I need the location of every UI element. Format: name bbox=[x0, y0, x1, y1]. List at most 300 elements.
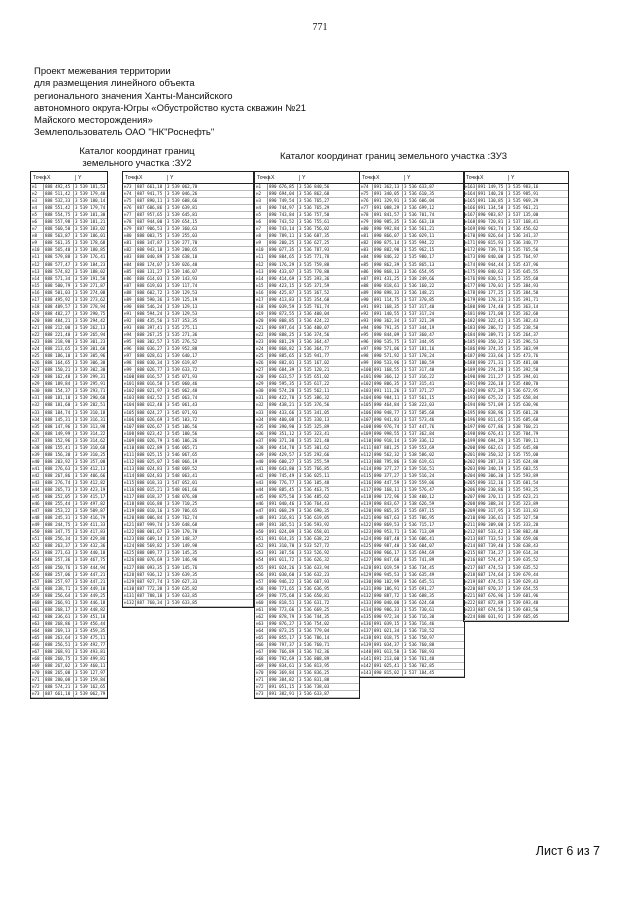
table-cell: н116 bbox=[361, 479, 372, 485]
table-row bbox=[464, 438, 568, 445]
table-cell: 3 539 181,53 bbox=[75, 184, 106, 189]
table-row bbox=[255, 332, 359, 339]
table-cell: 3 536 764,43 bbox=[299, 501, 330, 507]
table-cell: 888 025,07 bbox=[136, 459, 166, 465]
table-cell: н62 bbox=[255, 614, 268, 620]
table-cell: 887 739,40 bbox=[477, 543, 507, 549]
table-cell: 888 015,21 bbox=[136, 487, 166, 493]
table-cell: 888 511,42 bbox=[44, 191, 74, 197]
table-cell: 890 918,14 bbox=[373, 438, 403, 444]
table-cell: 888 495,92 bbox=[44, 297, 74, 303]
table-cell: н21 bbox=[255, 325, 268, 331]
table-cell: 891 025,41 bbox=[373, 663, 403, 669]
table-cell: 888 244,75 bbox=[44, 522, 74, 528]
table-cell: 890 039,59 bbox=[268, 304, 298, 310]
table-row bbox=[123, 402, 253, 409]
table-cell: 3 535 765,56 bbox=[508, 247, 539, 253]
table-row bbox=[464, 226, 568, 233]
table-cell: н142 bbox=[361, 663, 372, 669]
table-row bbox=[255, 233, 359, 240]
table-row bbox=[31, 480, 107, 487]
table-cell: н23 bbox=[255, 339, 268, 345]
table-cell: н216 bbox=[465, 557, 476, 563]
table-cell: 890 571,09 bbox=[477, 402, 507, 408]
table-cell: н77 bbox=[360, 205, 373, 211]
coordinate-table bbox=[30, 171, 108, 699]
table-cell: 3 535 362,68 bbox=[508, 310, 539, 316]
table-cell: н180 bbox=[465, 303, 476, 309]
table-cell: 890 675,32 bbox=[477, 395, 507, 401]
table-cell: 891 018,75 bbox=[373, 635, 403, 641]
table-row bbox=[123, 318, 253, 325]
table-cell: н116 bbox=[124, 487, 135, 493]
table-cell: н3 bbox=[255, 198, 268, 204]
table-row bbox=[31, 494, 107, 501]
table-cell: н95 bbox=[123, 339, 136, 345]
table-cell: 3 539 170,78 bbox=[167, 529, 198, 535]
table-cell: 887 733,53 bbox=[477, 536, 507, 542]
table-row bbox=[360, 332, 464, 339]
table-row bbox=[360, 395, 464, 402]
table-cell: н56 bbox=[255, 572, 268, 578]
table-cell: 3 536 779,04 bbox=[299, 627, 330, 633]
table-cell: 888 280,08 bbox=[44, 677, 74, 683]
table-cell: 3 537 360,47 bbox=[404, 331, 435, 337]
table-row bbox=[123, 473, 253, 480]
table-cell: 888 484,21 bbox=[44, 318, 74, 324]
table-cell: 3 536 633,87 bbox=[404, 184, 435, 189]
table-row bbox=[360, 656, 464, 663]
table-row bbox=[360, 276, 464, 283]
table-cell: 3 538 249,66 bbox=[404, 275, 435, 281]
table-cell: 888 150,21 bbox=[44, 367, 74, 373]
table-cell: 3 539 294,42 bbox=[75, 317, 106, 323]
table-cell: 3 536 831,88 bbox=[299, 677, 330, 683]
table-row bbox=[123, 501, 253, 508]
table-cell: 3 539 576,47 bbox=[404, 487, 435, 493]
table-row bbox=[360, 670, 464, 677]
table-cell: 890 972,34 bbox=[373, 614, 403, 620]
table-row bbox=[31, 614, 107, 621]
table-row bbox=[255, 600, 359, 607]
table-cell: 3 536 702,85 bbox=[404, 663, 435, 669]
table-cell: н66 bbox=[31, 642, 44, 648]
table-cell: 3 538 586,02 bbox=[404, 451, 435, 457]
table-cell: н189 bbox=[465, 367, 476, 373]
table-cell: н97 bbox=[360, 346, 373, 352]
table-cell: 3 539 146,96 bbox=[167, 557, 198, 563]
table-cell: 890 274,28 bbox=[477, 367, 507, 373]
table-cell: н98 bbox=[123, 360, 136, 366]
table-cell: н58 bbox=[31, 586, 44, 592]
table-cell: 3 546 067,65 bbox=[167, 451, 198, 457]
table-row bbox=[255, 543, 359, 550]
table-cell: 890 172,96 bbox=[373, 494, 403, 500]
table-cell: н38 bbox=[31, 445, 44, 451]
table-cell: 890 362,34 bbox=[373, 318, 403, 324]
table-cell: н111 bbox=[361, 444, 372, 450]
table-row bbox=[123, 515, 253, 522]
table-row bbox=[123, 600, 253, 607]
table-cell: 3 535 120,21 bbox=[299, 367, 330, 373]
table-cell: н19 bbox=[31, 311, 44, 317]
table-cell: н4 bbox=[255, 205, 268, 211]
table-cell: н65 bbox=[31, 635, 44, 641]
table-cell: 3 535 983,16 bbox=[508, 184, 539, 189]
table-cell: н121 bbox=[124, 522, 135, 528]
table-cell: 3 539 143,93 bbox=[167, 275, 198, 281]
table-row bbox=[360, 529, 464, 536]
table-cell: 888 574,82 bbox=[44, 269, 74, 275]
table-row bbox=[464, 494, 568, 501]
table-row bbox=[123, 395, 253, 402]
table-cell: 3 539 200,65 bbox=[167, 247, 198, 253]
table-cell: 3 539 447,21 bbox=[75, 571, 106, 577]
table-row bbox=[360, 374, 464, 381]
table-cell: 890 897,64 bbox=[268, 325, 298, 331]
table-row bbox=[255, 494, 359, 501]
table-row bbox=[31, 452, 107, 459]
table-cell: 890 811,65 bbox=[477, 417, 507, 423]
table-cell: 887 661,18 bbox=[136, 184, 166, 190]
table-cell: 890 743,52 bbox=[268, 219, 298, 225]
table-row bbox=[123, 586, 253, 593]
table-cell: 891 111,26 bbox=[373, 388, 403, 394]
table-cell: н101 bbox=[361, 374, 372, 380]
table-cell: 888 149,99 bbox=[44, 431, 74, 437]
table-cell: н220 bbox=[465, 585, 476, 591]
table-row bbox=[360, 290, 464, 297]
table-cell: н52 bbox=[31, 543, 44, 549]
table-cell: 888 943,10 bbox=[136, 247, 166, 253]
table-cell: 3 536 836,25 bbox=[299, 670, 330, 676]
table-cell: 3 539 440,10 bbox=[75, 550, 106, 556]
table-row bbox=[360, 381, 464, 388]
table-row bbox=[31, 410, 107, 417]
table-cell: н107 bbox=[361, 416, 372, 422]
table-cell: 890 322,41 bbox=[477, 318, 507, 324]
table-cell: 3 535 386,32 bbox=[299, 395, 330, 401]
table-cell: 890 600,27 bbox=[268, 459, 298, 465]
table-cell: н45 bbox=[31, 494, 44, 500]
table-cell: 3 536 742,36 bbox=[299, 649, 330, 655]
table-cell: 3 535 709,11 bbox=[508, 437, 539, 443]
table-row bbox=[31, 360, 107, 367]
table-cell: н60 bbox=[31, 600, 44, 606]
table-row bbox=[360, 621, 464, 628]
table-cell: н36 bbox=[255, 431, 268, 437]
header-line: Землепользователь ОАО "НК"Роснефть" bbox=[34, 127, 215, 139]
table-cell: 890 797,37 bbox=[268, 642, 298, 648]
table-cell: 3 539 282,51 bbox=[75, 402, 106, 408]
table-cell: н39 bbox=[31, 452, 44, 458]
table-cell: н71 bbox=[31, 677, 44, 683]
coordinate-table bbox=[122, 171, 254, 608]
table-cell: 3 539 125,19 bbox=[167, 296, 198, 302]
table-cell: 890 370,11 bbox=[477, 494, 507, 500]
table-row bbox=[31, 529, 107, 536]
table-row bbox=[360, 600, 464, 607]
table-cell: 890 983,87 bbox=[477, 212, 507, 218]
table-cell: 888 040,89 bbox=[136, 254, 166, 260]
table-cell: 890 077,35 bbox=[268, 247, 298, 253]
table-cell: н99 bbox=[360, 360, 373, 366]
table-cell: 3 539 127,97 bbox=[75, 670, 106, 676]
table-row bbox=[360, 360, 464, 367]
table-cell: 3 535 400,70 bbox=[508, 381, 539, 387]
table-cell: 3 537 181,16 bbox=[404, 346, 435, 352]
table-row bbox=[31, 276, 107, 283]
table-row bbox=[255, 219, 359, 226]
table-cell: н64 bbox=[255, 628, 268, 634]
table-cell: 891 168,35 bbox=[373, 304, 403, 310]
table-cell: н193 bbox=[465, 395, 476, 401]
table-cell: н105 bbox=[361, 402, 372, 408]
table-cell: 3 535 354,60 bbox=[299, 296, 330, 302]
table-cell: 887 474,53 bbox=[477, 565, 507, 571]
table-cell: 3 539 176,41 bbox=[75, 254, 106, 260]
table-cell: 888 269,13 bbox=[44, 628, 74, 634]
table-cell: н184 bbox=[465, 331, 476, 337]
table-row bbox=[464, 529, 568, 536]
table-row bbox=[31, 332, 107, 339]
table-cell: 888 253,22 bbox=[44, 508, 74, 514]
table-cell: н209 bbox=[465, 508, 476, 514]
table-cell: 3 539 129,13 bbox=[167, 303, 198, 309]
table-row bbox=[123, 431, 253, 438]
column-header: X bbox=[269, 175, 300, 181]
table-cell: н35 bbox=[31, 424, 44, 430]
table-cell: 890 226,18 bbox=[477, 381, 507, 387]
table-cell: н42 bbox=[255, 473, 268, 479]
table-cell: 3 548 061,66 bbox=[167, 487, 198, 493]
table-cell: 3 535 985,91 bbox=[508, 191, 539, 197]
table-cell: 3 536 688,35 bbox=[404, 592, 435, 598]
table-cell: 890 744,97 bbox=[268, 205, 298, 211]
table-cell: н70 bbox=[255, 670, 268, 676]
table-cell: 3 536 341,37 bbox=[508, 233, 539, 239]
table-row bbox=[31, 318, 107, 325]
table-cell: 3 538 659,06 bbox=[508, 536, 539, 542]
table-cell: 3 535 341,05 bbox=[299, 409, 330, 415]
table-cell: 890 888,25 bbox=[268, 332, 298, 338]
table-cell: 890 878,79 bbox=[268, 614, 298, 620]
table-cell: 890 775,68 bbox=[268, 593, 298, 599]
table-row bbox=[123, 360, 253, 367]
table-cell: 3 535 301,62 bbox=[299, 444, 330, 450]
table-row bbox=[464, 466, 568, 473]
table-row bbox=[464, 586, 568, 593]
table-cell: 891 307,56 bbox=[268, 550, 298, 556]
table-row bbox=[464, 304, 568, 311]
table-cell: 890 998,55 bbox=[373, 431, 403, 437]
table-cell: 887 870,37 bbox=[477, 586, 507, 592]
table-cell: н45 bbox=[255, 494, 268, 500]
table-cell: н59 bbox=[255, 593, 268, 599]
table-cell: н47 bbox=[31, 508, 44, 514]
table-cell: 3 537 561,15 bbox=[404, 395, 435, 401]
table-cell: 3 539 310,68 bbox=[75, 444, 106, 450]
table-row bbox=[255, 283, 359, 290]
table-cell: 890 425,87 bbox=[268, 290, 298, 296]
table-cell: 888 574,21 bbox=[44, 684, 74, 690]
table-cell: н166 bbox=[465, 205, 476, 211]
table-row bbox=[31, 381, 107, 388]
table-cell: 3 539 411,33 bbox=[75, 522, 106, 528]
table-cell: 888 256,64 bbox=[44, 593, 74, 599]
table-cell: 888 263,64 bbox=[44, 635, 74, 641]
table-cell: 3 536 757,50 bbox=[299, 212, 330, 218]
table-cell: 3 539 062,79 bbox=[75, 691, 106, 697]
table-cell: 890 286,72 bbox=[477, 325, 507, 331]
table-cell: 891 213,00 bbox=[373, 656, 403, 662]
table-row bbox=[31, 586, 107, 593]
table-row bbox=[31, 515, 107, 522]
table-row bbox=[31, 184, 107, 191]
table-cell: 888 435,56 bbox=[136, 318, 166, 324]
table-cell: 888 003,75 bbox=[136, 233, 166, 239]
table-cell: н204 bbox=[465, 472, 476, 478]
table-cell: 891 140,55 bbox=[373, 311, 403, 317]
table-cell: 888 162,48 bbox=[44, 374, 74, 380]
table-cell: н55 bbox=[255, 565, 268, 571]
table-row bbox=[31, 522, 107, 529]
table-row bbox=[464, 212, 568, 219]
table-header bbox=[360, 172, 464, 184]
table-row bbox=[360, 480, 464, 487]
table-cell: 888 131,27 bbox=[136, 269, 166, 275]
table-row bbox=[464, 346, 568, 353]
table-cell: 3 535 327,58 bbox=[508, 515, 539, 521]
table-row bbox=[123, 529, 253, 536]
table-cell: 890 676,41 bbox=[477, 431, 507, 437]
table-cell: н219 bbox=[465, 578, 476, 584]
table-cell: 3 548 063,41 bbox=[167, 472, 198, 478]
table-row bbox=[31, 445, 107, 452]
table-cell: н73 bbox=[123, 184, 136, 190]
table-cell: 3 535 382,43 bbox=[508, 317, 539, 323]
table-cell: н32 bbox=[255, 402, 268, 408]
table-cell: 890 720,81 bbox=[477, 219, 507, 225]
table-cell: 3 535 601,28 bbox=[508, 409, 539, 415]
table-cell: н88 bbox=[123, 290, 136, 296]
table-row bbox=[464, 607, 568, 614]
table-cell: н76 bbox=[360, 198, 373, 204]
table-row bbox=[123, 262, 253, 269]
table-cell: 3 535 697,15 bbox=[404, 508, 435, 514]
table-cell: н42 bbox=[31, 473, 44, 479]
table-cell: 888 018,33 bbox=[136, 480, 166, 486]
table-cell: 888 569,82 bbox=[136, 543, 166, 549]
table-cell: 3 536 672,95 bbox=[508, 388, 539, 394]
table-cell: н102 bbox=[124, 388, 135, 394]
table-cell: 890 743,84 bbox=[268, 212, 298, 218]
table-cell: 3 539 293,71 bbox=[75, 388, 106, 394]
table-cell: н97 bbox=[123, 353, 136, 359]
table-row bbox=[464, 184, 568, 191]
table-cell: 890 887,40 bbox=[373, 536, 403, 542]
table-row bbox=[360, 522, 464, 529]
table-row bbox=[464, 269, 568, 276]
table-cell: 890 377,27 bbox=[373, 466, 403, 472]
table-row bbox=[360, 254, 464, 261]
table-cell: н12 bbox=[31, 262, 44, 268]
table-row bbox=[123, 226, 253, 233]
table-row bbox=[255, 501, 359, 508]
table-cell: н120 bbox=[124, 515, 135, 521]
table-cell: н69 bbox=[255, 663, 268, 669]
table-cell: 3 539 665,05 bbox=[508, 613, 539, 619]
table-cell: н51 bbox=[255, 536, 268, 542]
table-cell: н119 bbox=[124, 508, 135, 514]
table-cell: 887 174,64 bbox=[477, 572, 507, 578]
column-header: Y bbox=[511, 174, 515, 181]
table-cell: 888 614,03 bbox=[136, 276, 166, 282]
table-cell: 890 170,01 bbox=[477, 283, 507, 289]
table-cell: 3 539 553,69 bbox=[404, 444, 435, 450]
table-row bbox=[464, 339, 568, 346]
table-row bbox=[123, 417, 253, 424]
table-cell: 3 539 706,65 bbox=[167, 508, 198, 514]
table-row bbox=[255, 459, 359, 466]
table-cell: 891 024,26 bbox=[268, 565, 298, 571]
table-row bbox=[360, 262, 464, 269]
table-cell: 887 927,74 bbox=[136, 579, 166, 585]
table-cell: 890 677,86 bbox=[477, 424, 507, 430]
table-header bbox=[464, 172, 568, 184]
table-row bbox=[123, 572, 253, 579]
table-cell: 3 536 463,75 bbox=[299, 487, 330, 493]
table-cell: н21 bbox=[31, 325, 44, 331]
table-row bbox=[464, 388, 568, 395]
table-row bbox=[255, 508, 359, 515]
table-cell: н23 bbox=[31, 339, 44, 345]
table-cell: н66 bbox=[255, 642, 268, 648]
table-row bbox=[464, 374, 568, 381]
table-cell: н135 bbox=[361, 613, 372, 619]
table-cell: 3 539 516,51 bbox=[404, 465, 435, 471]
table-row bbox=[464, 325, 568, 332]
table-cell: 888 257,97 bbox=[44, 579, 74, 585]
table-cell: 3 537 321,39 bbox=[404, 317, 435, 323]
table-row bbox=[464, 247, 568, 254]
table-cell: 888 203,92 bbox=[44, 459, 74, 465]
table-cell: 887 686,86 bbox=[136, 205, 166, 211]
table-cell: 890 340,19 bbox=[477, 466, 507, 472]
table-cell: н221 bbox=[465, 592, 476, 598]
table-cell: 3 536 619,05 bbox=[299, 515, 330, 521]
table-cell: 888 147,96 bbox=[44, 424, 74, 430]
table-cell: 890 876,27 bbox=[268, 621, 298, 627]
table-cell: 891 431,25 bbox=[373, 276, 403, 282]
table-cell: н168 bbox=[465, 219, 476, 225]
table-cell: 3 539 447,21 bbox=[75, 578, 106, 584]
table-row bbox=[464, 395, 568, 402]
table-cell: 3 545 071,93 bbox=[167, 409, 198, 415]
table-cell: 3 539 493,81 bbox=[75, 649, 106, 655]
table-row bbox=[464, 233, 568, 240]
table-cell: 890 384,82 bbox=[268, 677, 298, 683]
table-cell: 3 539 129,53 bbox=[167, 289, 198, 295]
table-cell: 888 276,63 bbox=[44, 466, 74, 472]
table-cell: 3 539 310,25 bbox=[75, 451, 106, 457]
table-cell: 890 177,25 bbox=[477, 290, 507, 296]
table-cell: 3 545 061,43 bbox=[167, 402, 198, 408]
table-row bbox=[255, 691, 359, 698]
table-cell: н17 bbox=[255, 297, 268, 303]
table-row bbox=[360, 240, 464, 247]
table-row bbox=[464, 536, 568, 543]
